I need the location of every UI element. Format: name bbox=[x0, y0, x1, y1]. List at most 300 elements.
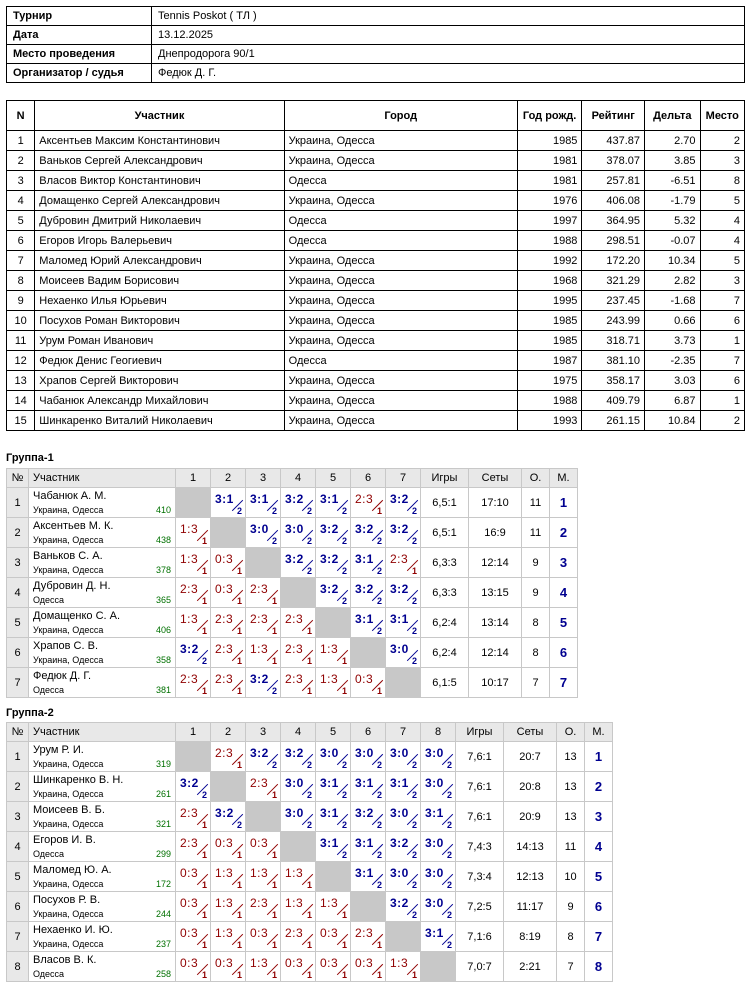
group-row-number: 7 bbox=[7, 922, 29, 952]
match-win-cell bbox=[246, 488, 281, 518]
player-place: 6 bbox=[550, 638, 578, 668]
participant-name: Федюк Денис Геогиевич bbox=[35, 351, 284, 371]
match-points: 2 bbox=[411, 760, 417, 770]
match-score: 3:2 bbox=[390, 836, 409, 850]
match-loss-cell bbox=[351, 952, 386, 982]
group-header-points: О. bbox=[522, 469, 550, 488]
participant-place: 6 bbox=[700, 371, 744, 391]
group-player-cell bbox=[29, 772, 176, 802]
match-win-cell bbox=[386, 802, 421, 832]
match-points: 1 bbox=[341, 940, 347, 950]
match-points: 1 bbox=[236, 596, 242, 606]
match-points: 1 bbox=[271, 940, 277, 950]
info-row-date bbox=[7, 26, 745, 45]
match-points: 1 bbox=[236, 940, 242, 950]
participant-city: Украина, Одесса bbox=[284, 131, 517, 151]
participant-rating: 298.51 bbox=[582, 231, 645, 251]
match-loss-cell bbox=[246, 862, 281, 892]
group-row-number: 2 bbox=[7, 772, 29, 802]
match-score: 3:1 bbox=[320, 806, 339, 820]
match-win-cell bbox=[386, 772, 421, 802]
player-short-name: Чабанюк А. М. bbox=[33, 490, 107, 502]
player-short-name: Дубровин Д. Н. bbox=[33, 580, 111, 592]
match-points: 2 bbox=[446, 790, 452, 800]
player-rating: 299 bbox=[155, 849, 171, 859]
self-match-cell bbox=[316, 862, 351, 892]
match-score: 3:2 bbox=[285, 492, 304, 506]
match-loss-cell bbox=[211, 742, 246, 772]
player-short-name: Посухов Р. В. bbox=[33, 894, 101, 906]
participant-city: Украина, Одесса bbox=[284, 411, 517, 431]
match-points: 1 bbox=[341, 970, 347, 980]
group-player-cell bbox=[29, 922, 176, 952]
match-score: 0:3 bbox=[320, 926, 339, 940]
self-match-cell bbox=[211, 518, 246, 548]
participant-delta: -6.51 bbox=[645, 171, 701, 191]
match-points: 2 bbox=[341, 760, 347, 770]
header-participant: Участник bbox=[35, 101, 284, 131]
match-points: 2 bbox=[341, 536, 347, 546]
self-match-cell bbox=[211, 772, 246, 802]
match-points: 1 bbox=[236, 566, 242, 576]
group-header-player: Участник bbox=[29, 723, 176, 742]
match-loss-cell bbox=[246, 578, 281, 608]
match-win-cell bbox=[246, 668, 281, 698]
group-header-player: Участник bbox=[29, 469, 176, 488]
player-points: 8 bbox=[557, 922, 585, 952]
match-loss-cell bbox=[211, 638, 246, 668]
self-match-cell bbox=[281, 832, 316, 862]
table-row bbox=[7, 231, 745, 251]
participant-rating: 378.07 bbox=[582, 151, 645, 171]
match-points: 1 bbox=[376, 506, 382, 516]
participant-delta: 3.73 bbox=[645, 331, 701, 351]
table-row bbox=[7, 271, 745, 291]
match-loss-cell bbox=[351, 488, 386, 518]
player-sets: 2:21 bbox=[504, 952, 557, 982]
participant-number: 5 bbox=[7, 211, 35, 231]
match-win-cell bbox=[316, 802, 351, 832]
match-score: 3:0 bbox=[425, 776, 444, 790]
group-header-col: 4 bbox=[281, 469, 316, 488]
match-points: 2 bbox=[341, 850, 347, 860]
player-sets: 10:17 bbox=[469, 668, 522, 698]
player-sets: 14:13 bbox=[504, 832, 557, 862]
match-loss-cell bbox=[246, 608, 281, 638]
match-points: 2 bbox=[446, 850, 452, 860]
group-header-col: 6 bbox=[351, 723, 386, 742]
match-points: 2 bbox=[271, 506, 277, 516]
match-score: 1:3 bbox=[180, 612, 199, 626]
player-short-name: Власов В. К. bbox=[33, 954, 97, 966]
match-points: 2 bbox=[446, 820, 452, 830]
match-score: 3:0 bbox=[285, 522, 304, 536]
match-win-cell bbox=[351, 832, 386, 862]
self-match-cell bbox=[176, 488, 211, 518]
self-match-cell bbox=[246, 548, 281, 578]
group-row bbox=[7, 832, 613, 862]
player-points: 9 bbox=[522, 578, 550, 608]
participant-name: Дубровин Дмитрий Николаевич bbox=[35, 211, 284, 231]
table-row bbox=[7, 251, 745, 271]
match-points: 1 bbox=[271, 880, 277, 890]
match-score: 2:3 bbox=[215, 642, 234, 656]
match-win-cell bbox=[246, 518, 281, 548]
info-value: Днепродорога 90/1 bbox=[152, 45, 745, 64]
match-loss-cell bbox=[176, 922, 211, 952]
match-score: 2:3 bbox=[250, 776, 269, 790]
match-points: 1 bbox=[306, 970, 312, 980]
group-header-col: 5 bbox=[316, 469, 351, 488]
match-score: 1:3 bbox=[250, 956, 269, 970]
match-loss-cell bbox=[316, 952, 351, 982]
match-score: 1:3 bbox=[215, 866, 234, 880]
group-player-cell bbox=[29, 518, 176, 548]
match-score: 3:2 bbox=[390, 492, 409, 506]
table-row bbox=[7, 131, 745, 151]
match-points: 2 bbox=[341, 596, 347, 606]
match-score: 3:1 bbox=[355, 776, 374, 790]
participant-number: 14 bbox=[7, 391, 35, 411]
match-loss-cell bbox=[211, 892, 246, 922]
group-row bbox=[7, 772, 613, 802]
player-city: Украина, Одесса bbox=[33, 535, 104, 545]
group-row bbox=[7, 892, 613, 922]
player-sets: 12:13 bbox=[504, 862, 557, 892]
match-score: 2:3 bbox=[285, 926, 304, 940]
participant-number: 2 bbox=[7, 151, 35, 171]
match-points: 1 bbox=[201, 536, 207, 546]
participant-delta: -1.68 bbox=[645, 291, 701, 311]
match-score: 3:0 bbox=[285, 806, 304, 820]
group-header-col: 1 bbox=[176, 469, 211, 488]
match-points: 1 bbox=[306, 686, 312, 696]
match-score: 3:2 bbox=[215, 806, 234, 820]
participant-number: 7 bbox=[7, 251, 35, 271]
match-points: 1 bbox=[201, 566, 207, 576]
player-city: Украина, Одесса bbox=[33, 565, 104, 575]
match-win-cell bbox=[351, 578, 386, 608]
match-score: 2:3 bbox=[215, 672, 234, 686]
player-points: 7 bbox=[557, 952, 585, 982]
match-win-cell bbox=[351, 608, 386, 638]
match-score: 0:3 bbox=[180, 926, 199, 940]
group-1-title: Группа-1 bbox=[6, 452, 54, 464]
match-loss-cell bbox=[316, 922, 351, 952]
player-place: 3 bbox=[550, 548, 578, 578]
match-score: 0:3 bbox=[215, 582, 234, 596]
table-row bbox=[7, 411, 745, 431]
match-loss-cell bbox=[281, 922, 316, 952]
participant-birth-year: 1993 bbox=[517, 411, 582, 431]
match-points: 1 bbox=[201, 596, 207, 606]
match-win-cell bbox=[176, 638, 211, 668]
header-birth-year: Год рожд. bbox=[517, 101, 582, 131]
participant-city: Украина, Одесса bbox=[284, 391, 517, 411]
match-score: 2:3 bbox=[180, 806, 199, 820]
match-score: 3:2 bbox=[320, 552, 339, 566]
group-header-col: 6 bbox=[351, 469, 386, 488]
player-games: 6,5:1 bbox=[421, 488, 469, 518]
match-score: 0:3 bbox=[215, 836, 234, 850]
group-row-number: 1 bbox=[7, 742, 29, 772]
participant-name: Шинкаренко Виталий Николаевич bbox=[35, 411, 284, 431]
group-header-col: 2 bbox=[211, 469, 246, 488]
match-score: 0:3 bbox=[355, 672, 374, 686]
match-score: 3:0 bbox=[390, 866, 409, 880]
table-row bbox=[7, 291, 745, 311]
match-score: 1:3 bbox=[215, 926, 234, 940]
match-points: 1 bbox=[271, 910, 277, 920]
match-win-cell bbox=[351, 862, 386, 892]
match-win-cell bbox=[351, 548, 386, 578]
participant-number: 12 bbox=[7, 351, 35, 371]
match-win-cell bbox=[351, 802, 386, 832]
match-score: 3:2 bbox=[390, 896, 409, 910]
match-win-cell bbox=[246, 742, 281, 772]
player-points: 9 bbox=[522, 548, 550, 578]
match-points: 1 bbox=[236, 656, 242, 666]
participant-delta: 3.03 bbox=[645, 371, 701, 391]
match-score: 3:0 bbox=[250, 522, 269, 536]
player-sets: 20:9 bbox=[504, 802, 557, 832]
participant-name: Домащенко Сергей Александрович bbox=[35, 191, 284, 211]
match-loss-cell bbox=[281, 668, 316, 698]
match-score: 3:0 bbox=[425, 866, 444, 880]
group-header-row bbox=[7, 723, 613, 742]
group-row-number: 5 bbox=[7, 862, 29, 892]
player-sets: 13:14 bbox=[469, 608, 522, 638]
participant-place: 3 bbox=[700, 271, 744, 291]
match-points: 2 bbox=[376, 596, 382, 606]
player-games: 7,6:1 bbox=[456, 802, 504, 832]
match-score: 3:1 bbox=[355, 552, 374, 566]
info-label: Организатор / судья bbox=[7, 64, 152, 83]
match-points: 1 bbox=[201, 940, 207, 950]
participant-rating: 381.10 bbox=[582, 351, 645, 371]
player-short-name: Храпов С. В. bbox=[33, 640, 98, 652]
participant-rating: 321.29 bbox=[582, 271, 645, 291]
player-short-name: Маломед Ю. А. bbox=[33, 864, 112, 876]
match-points: 1 bbox=[201, 910, 207, 920]
player-short-name: Моисеев В. Б. bbox=[33, 804, 105, 816]
group-header-games: Игры bbox=[421, 469, 469, 488]
info-value: Федюк Д. Г. bbox=[152, 64, 745, 83]
match-score: 3:1 bbox=[320, 836, 339, 850]
group-player-cell bbox=[29, 668, 176, 698]
group-player-cell bbox=[29, 742, 176, 772]
group-row-number: 3 bbox=[7, 802, 29, 832]
match-points: 2 bbox=[376, 760, 382, 770]
match-points: 2 bbox=[271, 760, 277, 770]
group-player-cell bbox=[29, 488, 176, 518]
player-city: Одесса bbox=[33, 685, 65, 695]
table-row bbox=[7, 391, 745, 411]
match-win-cell bbox=[316, 548, 351, 578]
match-score: 3:0 bbox=[390, 746, 409, 760]
participant-number: 10 bbox=[7, 311, 35, 331]
match-points: 2 bbox=[376, 536, 382, 546]
participant-birth-year: 1981 bbox=[517, 171, 582, 191]
player-short-name: Федюк Д. Г. bbox=[33, 670, 92, 682]
participant-rating: 437.87 bbox=[582, 131, 645, 151]
match-score: 0:3 bbox=[180, 896, 199, 910]
table-row bbox=[7, 191, 745, 211]
group-player-cell bbox=[29, 832, 176, 862]
player-games: 7,4:3 bbox=[456, 832, 504, 862]
match-win-cell bbox=[386, 488, 421, 518]
match-loss-cell bbox=[176, 548, 211, 578]
player-points: 8 bbox=[522, 608, 550, 638]
match-points: 2 bbox=[446, 880, 452, 890]
match-loss-cell bbox=[176, 892, 211, 922]
match-loss-cell bbox=[176, 668, 211, 698]
match-points: 2 bbox=[446, 940, 452, 950]
participant-number: 15 bbox=[7, 411, 35, 431]
info-value: 13.12.2025 bbox=[152, 26, 745, 45]
match-points: 1 bbox=[236, 970, 242, 980]
player-rating: 319 bbox=[155, 759, 171, 769]
info-label: Дата bbox=[7, 26, 152, 45]
match-score: 0:3 bbox=[250, 926, 269, 940]
table-row bbox=[7, 211, 745, 231]
match-loss-cell bbox=[176, 862, 211, 892]
player-games: 7,2:5 bbox=[456, 892, 504, 922]
participant-rating: 237.45 bbox=[582, 291, 645, 311]
player-place: 5 bbox=[585, 862, 613, 892]
match-win-cell bbox=[316, 832, 351, 862]
participant-city: Украина, Одесса bbox=[284, 151, 517, 171]
group-row bbox=[7, 952, 613, 982]
participant-delta: 10.34 bbox=[645, 251, 701, 271]
match-score: 2:3 bbox=[285, 612, 304, 626]
participant-place: 3 bbox=[700, 151, 744, 171]
participants-header-row bbox=[7, 101, 745, 131]
participant-delta: 2.70 bbox=[645, 131, 701, 151]
participant-place: 2 bbox=[700, 131, 744, 151]
match-points: 2 bbox=[376, 790, 382, 800]
table-row bbox=[7, 151, 745, 171]
self-match-cell bbox=[386, 922, 421, 952]
group-header-row bbox=[7, 469, 578, 488]
group-header-col: 5 bbox=[316, 723, 351, 742]
match-loss-cell bbox=[211, 608, 246, 638]
participant-birth-year: 1981 bbox=[517, 151, 582, 171]
match-points: 2 bbox=[236, 820, 242, 830]
match-points: 2 bbox=[306, 790, 312, 800]
match-score: 3:0 bbox=[425, 896, 444, 910]
participant-rating: 409.79 bbox=[582, 391, 645, 411]
match-win-cell bbox=[386, 578, 421, 608]
match-score: 1:3 bbox=[285, 866, 304, 880]
match-score: 1:3 bbox=[320, 672, 339, 686]
match-points: 1 bbox=[236, 910, 242, 920]
participant-place: 4 bbox=[700, 211, 744, 231]
player-sets: 11:17 bbox=[504, 892, 557, 922]
participant-rating: 358.17 bbox=[582, 371, 645, 391]
match-loss-cell bbox=[176, 802, 211, 832]
match-score: 3:2 bbox=[355, 582, 374, 596]
match-points: 1 bbox=[411, 566, 417, 576]
match-win-cell bbox=[421, 802, 456, 832]
participant-place: 1 bbox=[700, 391, 744, 411]
match-points: 1 bbox=[411, 970, 417, 980]
match-score: 2:3 bbox=[250, 612, 269, 626]
match-points: 2 bbox=[271, 536, 277, 546]
match-score: 3:2 bbox=[390, 522, 409, 536]
player-place: 7 bbox=[550, 668, 578, 698]
participant-number: 1 bbox=[7, 131, 35, 151]
match-points: 2 bbox=[341, 506, 347, 516]
match-points: 2 bbox=[411, 506, 417, 516]
match-points: 2 bbox=[411, 910, 417, 920]
participant-birth-year: 1992 bbox=[517, 251, 582, 271]
match-loss-cell bbox=[176, 952, 211, 982]
player-place: 3 bbox=[585, 802, 613, 832]
group-row-number: 6 bbox=[7, 638, 29, 668]
group-player-cell bbox=[29, 548, 176, 578]
match-score: 2:3 bbox=[355, 492, 374, 506]
player-points: 10 bbox=[557, 862, 585, 892]
match-win-cell bbox=[281, 488, 316, 518]
match-win-cell bbox=[421, 892, 456, 922]
self-match-cell bbox=[386, 668, 421, 698]
match-win-cell bbox=[316, 518, 351, 548]
player-sets: 12:14 bbox=[469, 638, 522, 668]
info-row-tournament bbox=[7, 7, 745, 26]
match-loss-cell bbox=[246, 922, 281, 952]
match-score: 0:3 bbox=[215, 552, 234, 566]
participant-name: Чабанюк Александр Михайлович bbox=[35, 391, 284, 411]
match-loss-cell bbox=[211, 578, 246, 608]
participant-city: Украина, Одесса bbox=[284, 311, 517, 331]
participant-rating: 257.81 bbox=[582, 171, 645, 191]
info-value: Tennis Poskot ( ТЛ ) bbox=[152, 7, 745, 26]
participant-city: Одесса bbox=[284, 231, 517, 251]
participant-delta: 6.87 bbox=[645, 391, 701, 411]
group-header-col: 7 bbox=[386, 723, 421, 742]
match-points: 2 bbox=[341, 566, 347, 576]
player-city: Украина, Одесса bbox=[33, 759, 104, 769]
match-score: 3:2 bbox=[355, 806, 374, 820]
match-win-cell bbox=[316, 772, 351, 802]
match-loss-cell bbox=[246, 832, 281, 862]
group-header-col: 8 bbox=[421, 723, 456, 742]
player-rating: 410 bbox=[155, 505, 171, 515]
self-match-cell bbox=[421, 952, 456, 982]
table-row bbox=[7, 371, 745, 391]
participant-city: Украина, Одесса bbox=[284, 331, 517, 351]
match-score: 0:3 bbox=[215, 956, 234, 970]
match-points: 2 bbox=[306, 506, 312, 516]
participant-number: 6 bbox=[7, 231, 35, 251]
match-win-cell bbox=[421, 862, 456, 892]
player-points: 13 bbox=[557, 772, 585, 802]
match-loss-cell bbox=[246, 952, 281, 982]
player-city: Одесса bbox=[33, 595, 65, 605]
player-city: Украина, Одесса bbox=[33, 655, 104, 665]
match-score: 3:0 bbox=[320, 746, 339, 760]
player-games: 7,3:4 bbox=[456, 862, 504, 892]
match-score: 1:3 bbox=[390, 956, 409, 970]
match-score: 2:3 bbox=[215, 612, 234, 626]
participant-delta: 10.84 bbox=[645, 411, 701, 431]
player-points: 8 bbox=[522, 638, 550, 668]
match-points: 2 bbox=[236, 506, 242, 516]
group-header-col: 3 bbox=[246, 469, 281, 488]
match-points: 2 bbox=[201, 790, 207, 800]
participant-city: Украина, Одесса bbox=[284, 191, 517, 211]
